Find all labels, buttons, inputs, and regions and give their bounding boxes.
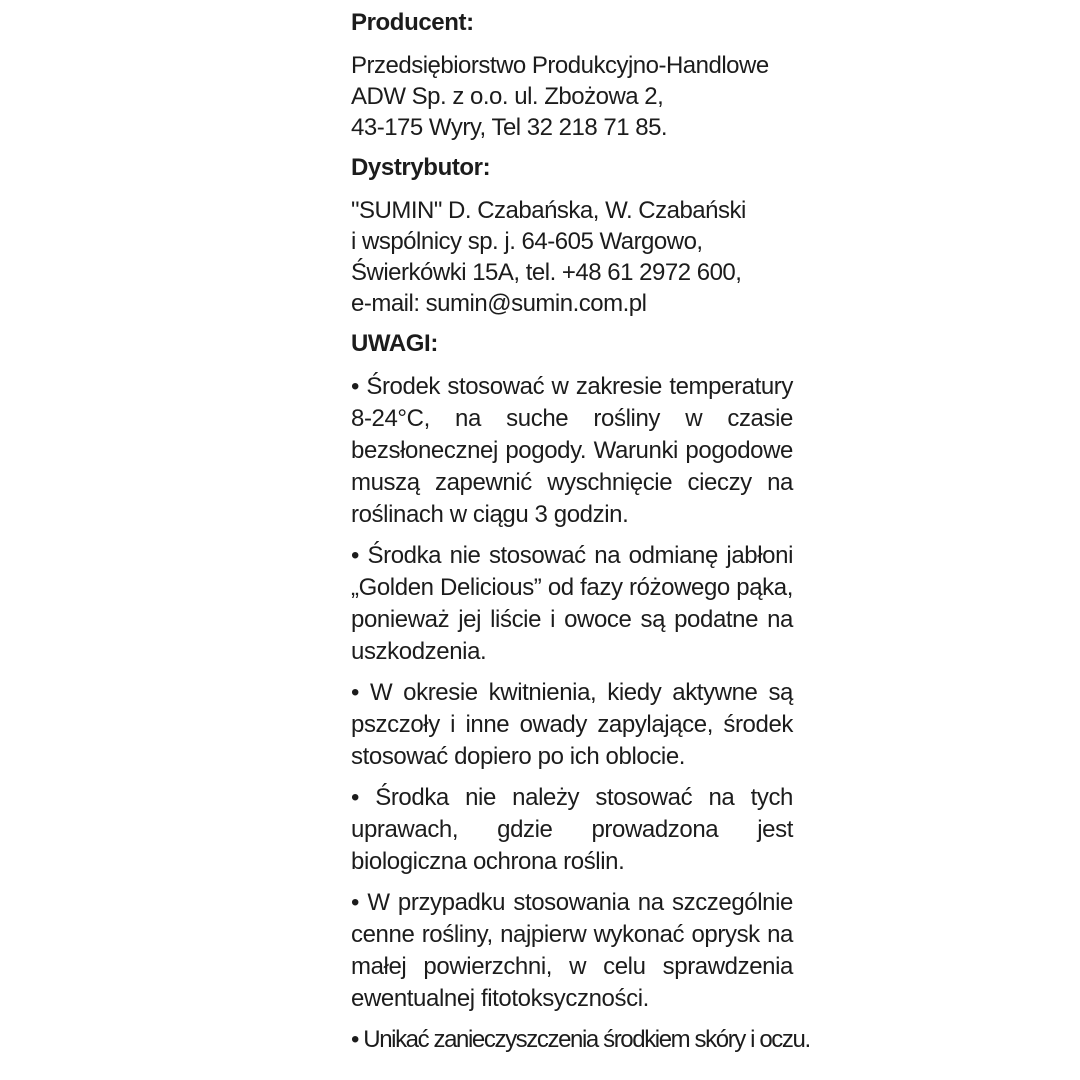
note-item: • W okresie kwitnienia, kiedy aktywne są pszczoły i inne owady zapylające, środek stosować dopiero po ich oblocie. <box>351 679 793 770</box>
producer-line: 43-175 Wyry, Tel 32 218 71 85. <box>351 114 668 141</box>
label-text-column <box>351 8 810 1065</box>
note-item: • Środka nie należy stosować na tych uprawach, gdzie prowadzona jest biologiczna ochrona roślin. <box>351 784 793 875</box>
distributor-section <box>351 153 793 319</box>
distributor-heading: Dystrybutor: <box>351 154 491 181</box>
producer-heading: Producent: <box>351 9 474 36</box>
producer-line: Przedsiębiorstwo Produkcyjno-Handlowe <box>351 52 769 79</box>
producer-address <box>351 50 793 143</box>
notes-section <box>351 329 810 1056</box>
producer-line: ADW Sp. z o.o. ul. Zbożowa 2, <box>351 83 664 110</box>
note-item: • Środka nie stosować na odmianę jabłoni „Golden Delicious” od fazy różowego pąka, ponieważ jej liście i owoce są podatne na uszkodzenia. <box>351 542 793 665</box>
distributor-line: "SUMIN" D. Czabańska, W. Czabański <box>351 197 746 224</box>
note-item: • Unikać zanieczyszczenia środkiem skóry i oczu. <box>351 1026 810 1053</box>
notes-heading: UWAGI: <box>351 330 438 357</box>
note-item: • W przypadku stosowania na szczególnie cenne rośliny, najpierw wykonać oprysk na małej powierzchni, w celu sprawdzenia ewentualnej fitotoksyczności. <box>351 889 793 1012</box>
distributor-email: e-mail: sumin@sumin.com.pl <box>351 290 647 317</box>
distributor-address <box>351 195 793 319</box>
distributor-line: i wspólnicy sp. j. 64-605 Wargowo, <box>351 228 703 255</box>
notes-list <box>351 371 810 1056</box>
producer-section <box>351 8 793 143</box>
distributor-line: Świerkówki 15A, tel. +48 61 2972 600, <box>351 259 742 286</box>
note-item: • Środek stosować w zakresie temperatury 8-24°C, na suche rośliny w czasie bezsłonecznej pogody. Warunki pogodowe muszą zapewnić wyschnięcie cieczy na roślinach w ciągu 3 godzin. <box>351 373 793 528</box>
